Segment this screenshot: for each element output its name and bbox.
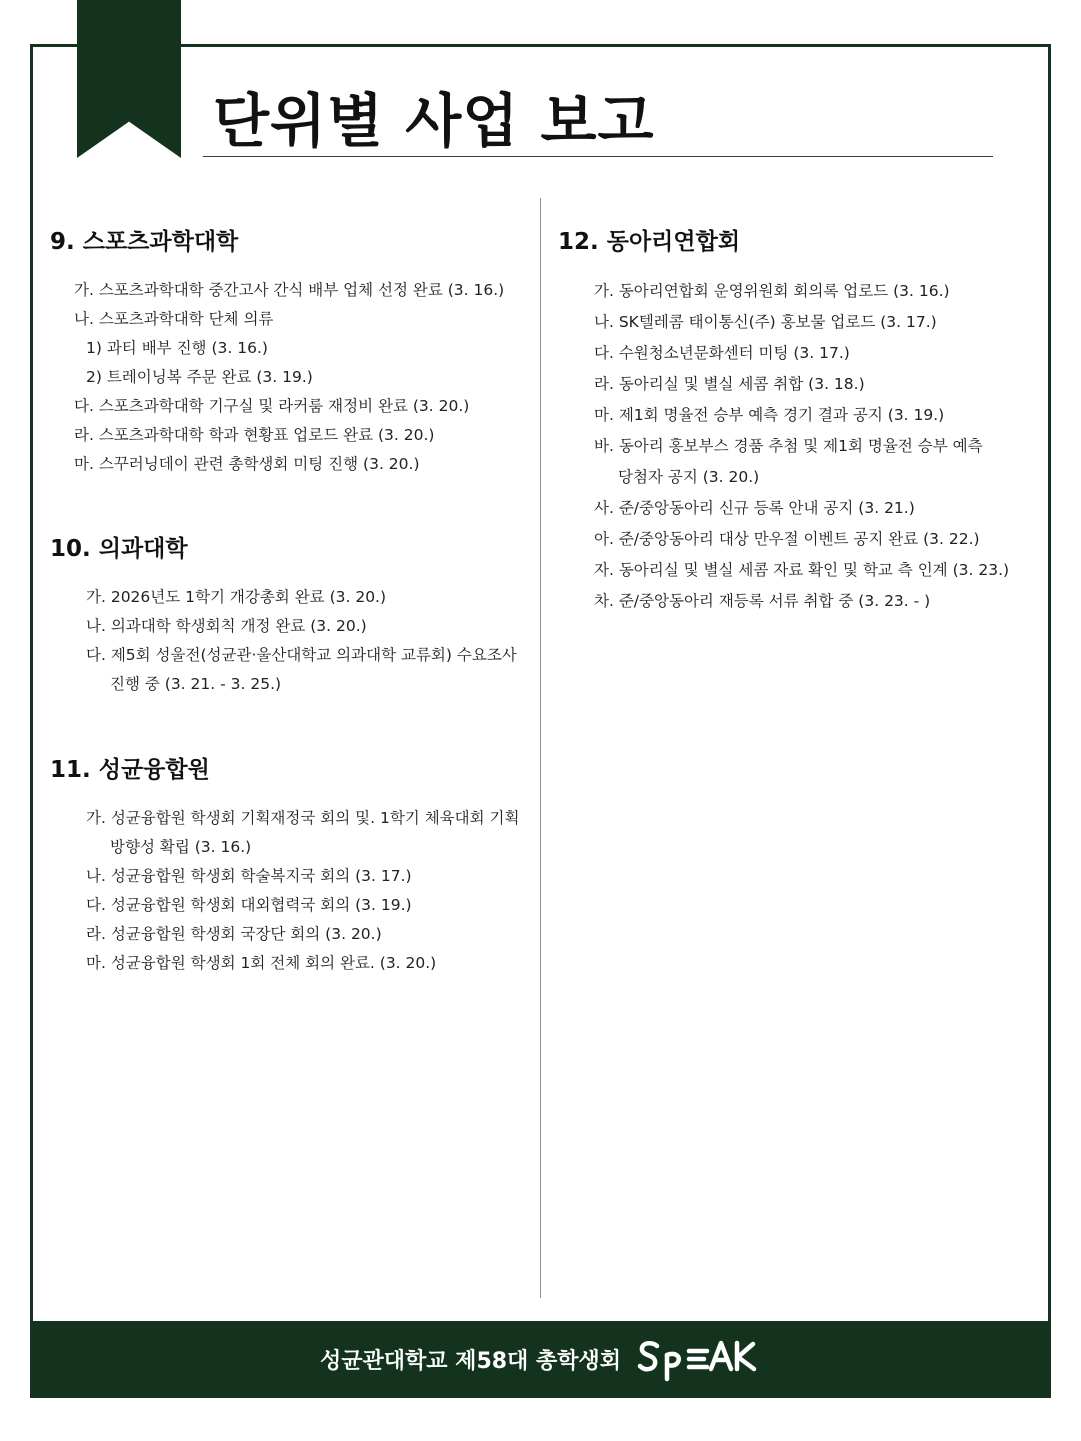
- footer-text: 성균관대학교 제58대 총학생회: [320, 1349, 621, 1374]
- list-item: 나. 의과대학 학생회칙 개정 완료 (3. 20.): [86, 617, 367, 635]
- speak-logo-icon: [637, 1337, 761, 1383]
- section-sports-science: [50, 226, 504, 479]
- list-item: 나. SK텔레콤 태이통신(주) 홍보물 업로드 (3. 17.): [594, 313, 937, 331]
- section-heading: 11. 성균융합원: [50, 757, 210, 783]
- list-item: 다. 스포츠과학대학 기구실 및 라커룸 재정비 완료 (3. 20.): [74, 397, 470, 415]
- title-underline: [203, 156, 993, 157]
- section-convergence: [50, 754, 519, 978]
- list-item: 나. 스포츠과학대학 단체 의류: [74, 310, 274, 328]
- page-title: 단위별 사업 보고: [213, 87, 655, 155]
- list-item: 라. 스포츠과학대학 학과 현황표 업로드 완료 (3. 20.): [74, 426, 435, 444]
- list-item: 가. 동아리연합회 운영위원회 회의록 업로드 (3. 16.): [594, 282, 950, 300]
- list-item: 다. 수원청소년문화센터 미팅 (3. 17.): [594, 344, 850, 362]
- list-item: 다. 성균융합원 학생회 대외협력국 회의 (3. 19.): [86, 896, 412, 914]
- list-item-continuation: 당첨자 공지 (3. 20.): [618, 468, 760, 486]
- list-item: 가. 스포츠과학대학 중간고사 간식 배부 업체 선정 완료 (3. 16.): [74, 281, 505, 299]
- list-item: 다. 제5회 성울전(성균관·울산대학교 의과대학 교류회) 수요조사: [86, 646, 517, 664]
- list-item: 가. 2026년도 1학기 개강총회 완료 (3. 20.): [86, 588, 387, 606]
- list-item: 마. 제1회 명율전 승부 예측 경기 결과 공지 (3. 19.): [594, 406, 945, 424]
- list-item: 사. 준/중앙동아리 신규 등록 안내 공지 (3. 21.): [594, 499, 915, 517]
- list-item: 가. 성균융합원 학생회 기획재정국 회의 및. 1학기 체육대회 기획: [86, 809, 520, 827]
- footer-bar: [30, 1321, 1051, 1398]
- list-item: 라. 동아리실 및 별실 세콤 취합 (3. 18.): [594, 375, 865, 393]
- list-item: 자. 동아리실 및 별실 세콤 자료 확인 및 학교 측 인계 (3. 23.): [594, 561, 1010, 579]
- list-item: 마. 스꾸러닝데이 관련 총학생회 미팅 진행 (3. 20.): [74, 455, 420, 473]
- section-club-union: [558, 226, 1009, 617]
- section-medicine: [50, 533, 517, 699]
- list-item: 라. 성균융합원 학생회 국장단 회의 (3. 20.): [86, 925, 382, 943]
- list-item: 마. 성균융합원 학생회 1회 전체 회의 완료. (3. 20.): [86, 954, 437, 972]
- list-item: 나. 성균융합원 학생회 학술복지국 회의 (3. 17.): [86, 867, 412, 885]
- list-item: 아. 준/중앙동아리 대상 만우절 이벤트 공지 완료 (3. 22.): [594, 530, 980, 548]
- section-heading: 9. 스포츠과학대학: [50, 229, 239, 255]
- section-heading: 10. 의과대학: [50, 536, 188, 562]
- list-item-continuation: 진행 중 (3. 21. - 3. 25.): [110, 675, 282, 693]
- list-item-continuation: 방향성 확립 (3. 16.): [110, 838, 252, 856]
- list-item: 차. 준/중앙동아리 재등록 서류 취합 중 (3. 23. - ): [594, 592, 931, 610]
- list-item: 바. 동아리 홍보부스 경품 추첨 및 제1회 명율전 승부 예측: [594, 437, 983, 455]
- list-subitem: 1) 과티 배부 진행 (3. 16.): [86, 339, 268, 357]
- column-divider: [540, 198, 541, 1298]
- list-subitem: 2) 트레이닝복 주문 완료 (3. 19.): [86, 368, 313, 386]
- section-heading: 12. 동아리연합회: [558, 229, 741, 255]
